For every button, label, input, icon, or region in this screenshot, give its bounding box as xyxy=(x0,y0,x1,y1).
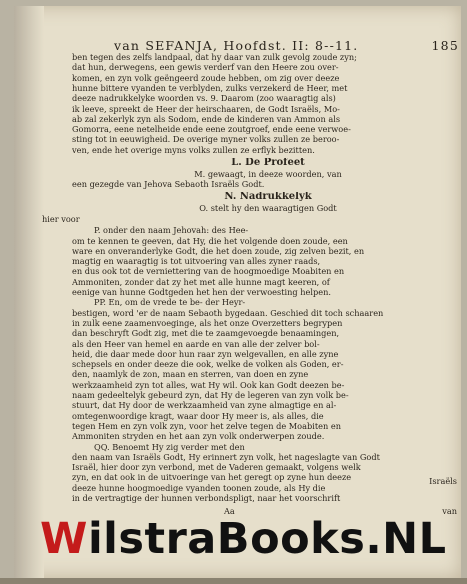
signature-mark: Aa xyxy=(224,506,235,517)
text-line: dat hun, derwegens, een gewis verderf van den Heere zou over- xyxy=(72,63,339,73)
text-line: eenige van hunne Godtgeden het hen der verwoesting helpen. xyxy=(72,288,331,297)
text-line: Israël, hier door zyn verbond, met de Vaderen gemaakt, volgens welk xyxy=(72,463,361,473)
text-line: Ammoniten, zonder dat zy het met alle hunne magt keeren, of xyxy=(72,277,330,287)
text-line: naam gedeeltelyk gebeurd zyn, dat Hy de legeren van zyn volk be- xyxy=(72,391,349,400)
text-line: om te kennen te geeven, dat Hy, die het volgende doen zoude, een xyxy=(72,236,348,246)
text-line: ik leeve, spreekt de Heer der heirschaaren, de Godt Israëls, Mo- xyxy=(72,104,340,114)
text-line: dan beschryft Godt zig, met die te zaamgevoegde benaamingen, xyxy=(72,329,340,339)
text-line: sting tot in eeuwigheid. De overige myner volks zullen ze beroo- xyxy=(72,135,340,145)
text-line: een gezegde van Jehova Sebaoth Israëls Godt. xyxy=(72,180,265,190)
text-line: ware en onveranderlyke Godt, die het doen zoude, zig zelven bezit, en xyxy=(72,246,365,256)
running-title: van SEFANJA, Hoofdst. II: 8--11. xyxy=(114,38,359,53)
text-line: stuurt, dat Hy door de werkzaamheid van zyne almagtige en al- xyxy=(72,401,337,411)
text-line: O. stelt hy den waaragtigen Godt xyxy=(199,203,337,213)
watermark-rest: ilstraBooks.NL xyxy=(87,514,447,564)
text-line: deeze hunne hoogmoedige vyanden toonen zoude, als Hy die xyxy=(72,483,326,493)
text-line: zyn, en dat ook in de uitvoeringe van het geregt op zyne hun deeze xyxy=(72,473,352,483)
side-text-hier-voor: hier voor xyxy=(42,213,80,224)
wilstrabooks-watermark xyxy=(40,514,460,564)
text-line: ben tegen des zelfs landpaal, dat hy daar van zulk gevolg zoude zyn; xyxy=(72,53,357,62)
paragraph-QQ: QQ. Benoemt Hy zig verder met den xyxy=(94,442,245,452)
watermark-first-letter: W xyxy=(40,514,88,564)
paragraph-PP: PP. En, om de vrede te be- der Heyr- xyxy=(94,298,246,308)
text-line: als den Heer van hemel en aarde en van alle der zelver bol- xyxy=(72,339,320,349)
text-line: ab zal zekerlyk zyn als Sodom, ende de kinderen van Ammon als xyxy=(72,114,341,124)
section-heading-N: N. Nadrukkelyk xyxy=(224,191,312,201)
text-line: Gomorra, eene netelheide ende eene zoutgroef, ende eene verwoe- xyxy=(72,125,351,135)
running-header xyxy=(114,38,459,53)
text-line: in de vertragtige der hunnen verbondspligt, naar het voorschrift xyxy=(72,494,341,503)
text-line: bestigen, word 'er de naam Sebaoth bygedaan. Geschied dit toch schaaren xyxy=(72,308,384,318)
text-line: den naam van Israëls Godt, Hy erinnert zyn volk, het nageslagte van Godt xyxy=(72,452,380,462)
page-number: 185 xyxy=(431,38,459,53)
text-line: komen, en zyn volk geëngeerd zoude hebben, om zig over deeze xyxy=(72,73,340,83)
paragraph-P: P. onder den naam Jehovah: des Hee- xyxy=(94,226,249,236)
text-line: tegen Hem en zyn volk zyn, voor het zelve tegen de Moabiten en xyxy=(72,421,341,431)
section-heading-L: L. De Profeet xyxy=(231,158,305,167)
text-line: omtegenwoordige kragt, waar door Hy meer is, als alles, die xyxy=(72,411,324,421)
text-line: Ammoniten stryden en het aan zyn volk onderwerpen zoude. xyxy=(72,432,325,442)
text-line: werkzaamheid zyn tot alles, wat Hy wil. Ook kan Godt deezen be- xyxy=(72,380,345,390)
text-line: ven, ende het overige myns volks zullen ze erflyk bezitten. xyxy=(72,145,315,155)
text-line: den, naamlyk de zon, maan en sterren, van doen en zyne xyxy=(72,370,309,380)
text-line: M. gewaagt, in deeze woorden, van xyxy=(194,170,342,179)
margin-note-israels: Israëls xyxy=(429,476,457,486)
book-page xyxy=(14,6,461,578)
text-line: magtig en waaragtig is tot uitvoering van alles zyner raads, xyxy=(72,257,321,267)
text-line: schepsels en onder deeze die ook, welke de volken als Goden, er- xyxy=(72,360,344,370)
page-gutter xyxy=(14,6,44,578)
text-line: en dus ook tot de verniettering van de hoogmoedige Moabiten en xyxy=(72,267,345,277)
catchword-van: van xyxy=(442,506,457,517)
text-line: heid, die daar mede door hun raar zyn welgevallen, en alle zyne xyxy=(72,349,339,359)
text-line: in zulk eene zaamenvoeginge, als het onze Overzetters begrypen xyxy=(72,318,343,328)
text-line: hunne bittere vyanden te verblyden, zulks verzekerd de Heer, met xyxy=(72,83,348,93)
text-line: deeze nadrukkelyke woorden vs. 9. Daarom (zoo waaragtig als) xyxy=(72,94,336,104)
bottom-edge xyxy=(0,578,467,584)
